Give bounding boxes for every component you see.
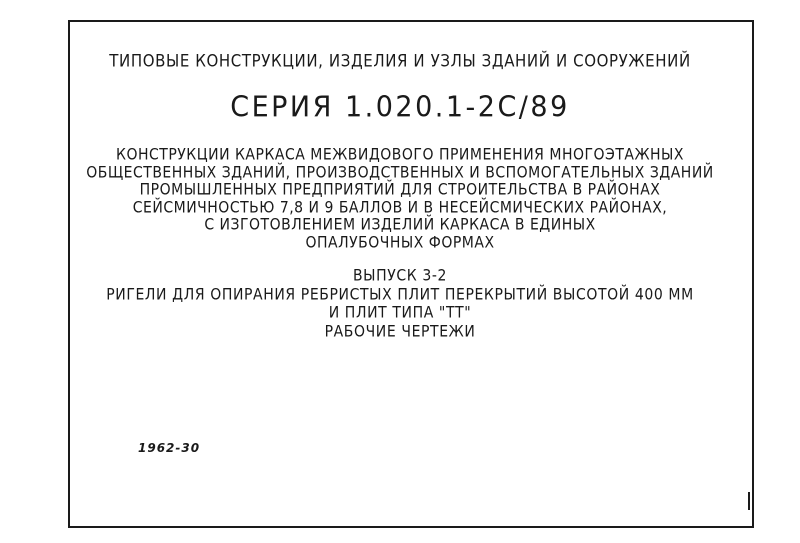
description-block — [0, 147, 800, 252]
description-line: ОПАЛУБОЧНЫХ ФОРМАХ — [305, 233, 495, 252]
frame-mark — [748, 492, 750, 510]
document-header: ТИПОВЫЕ КОНСТРУКЦИИ, ИЗДЕЛИЯ И УЗЛЫ ЗДАНИЙ И СООРУЖЕНИЙ — [109, 50, 691, 72]
series-title: СЕРИЯ 1.020.1-2С/89 — [230, 91, 570, 124]
issue-title-line: РИГЕЛИ ДЛЯ ОПИРАНИЯ РЕБРИСТЫХ ПЛИТ ПЕРЕКРЫТИЙ ВЫСОТОЙ 400 ММ — [106, 285, 694, 304]
issue-number: ВЫПУСК 3-2 — [352, 266, 448, 286]
issue-block — [0, 267, 800, 341]
document-number: 1962-30 — [138, 441, 201, 455]
description-line: С ИЗГОТОВЛЕНИЕМ ИЗДЕЛИЙ КАРКАСА В ЕДИНЫХ — [204, 215, 596, 234]
description-line: ПРОМЫШЛЕННЫХ ПРЕДПРИЯТИЙ ДЛЯ СТРОИТЕЛЬСТВА В РАЙОНАХ — [139, 180, 661, 199]
description-line: СЕЙСМИЧНОСТЬЮ 7,8 И 9 БАЛЛОВ И В НЕСЕЙСМИЧЕСКИХ РАЙОНАХ, — [132, 198, 668, 217]
issue-title-line: И ПЛИТ ТИПА "ТТ" — [328, 303, 472, 323]
description-line: КОНСТРУКЦИИ КАРКАСА МЕЖВИДОВОГО ПРИМЕНЕНИЯ МНОГОЭТАЖНЫХ — [116, 145, 684, 164]
description-line: ОБЩЕСТВЕННЫХ ЗДАНИЙ, ПРОИЗВОДСТВЕННЫХ И ВСПОМОГАТЕЛЬНЫХ ЗДАНИЙ — [86, 163, 714, 182]
drawing-type: РАБОЧИЕ ЧЕРТЕЖИ — [324, 322, 476, 341]
